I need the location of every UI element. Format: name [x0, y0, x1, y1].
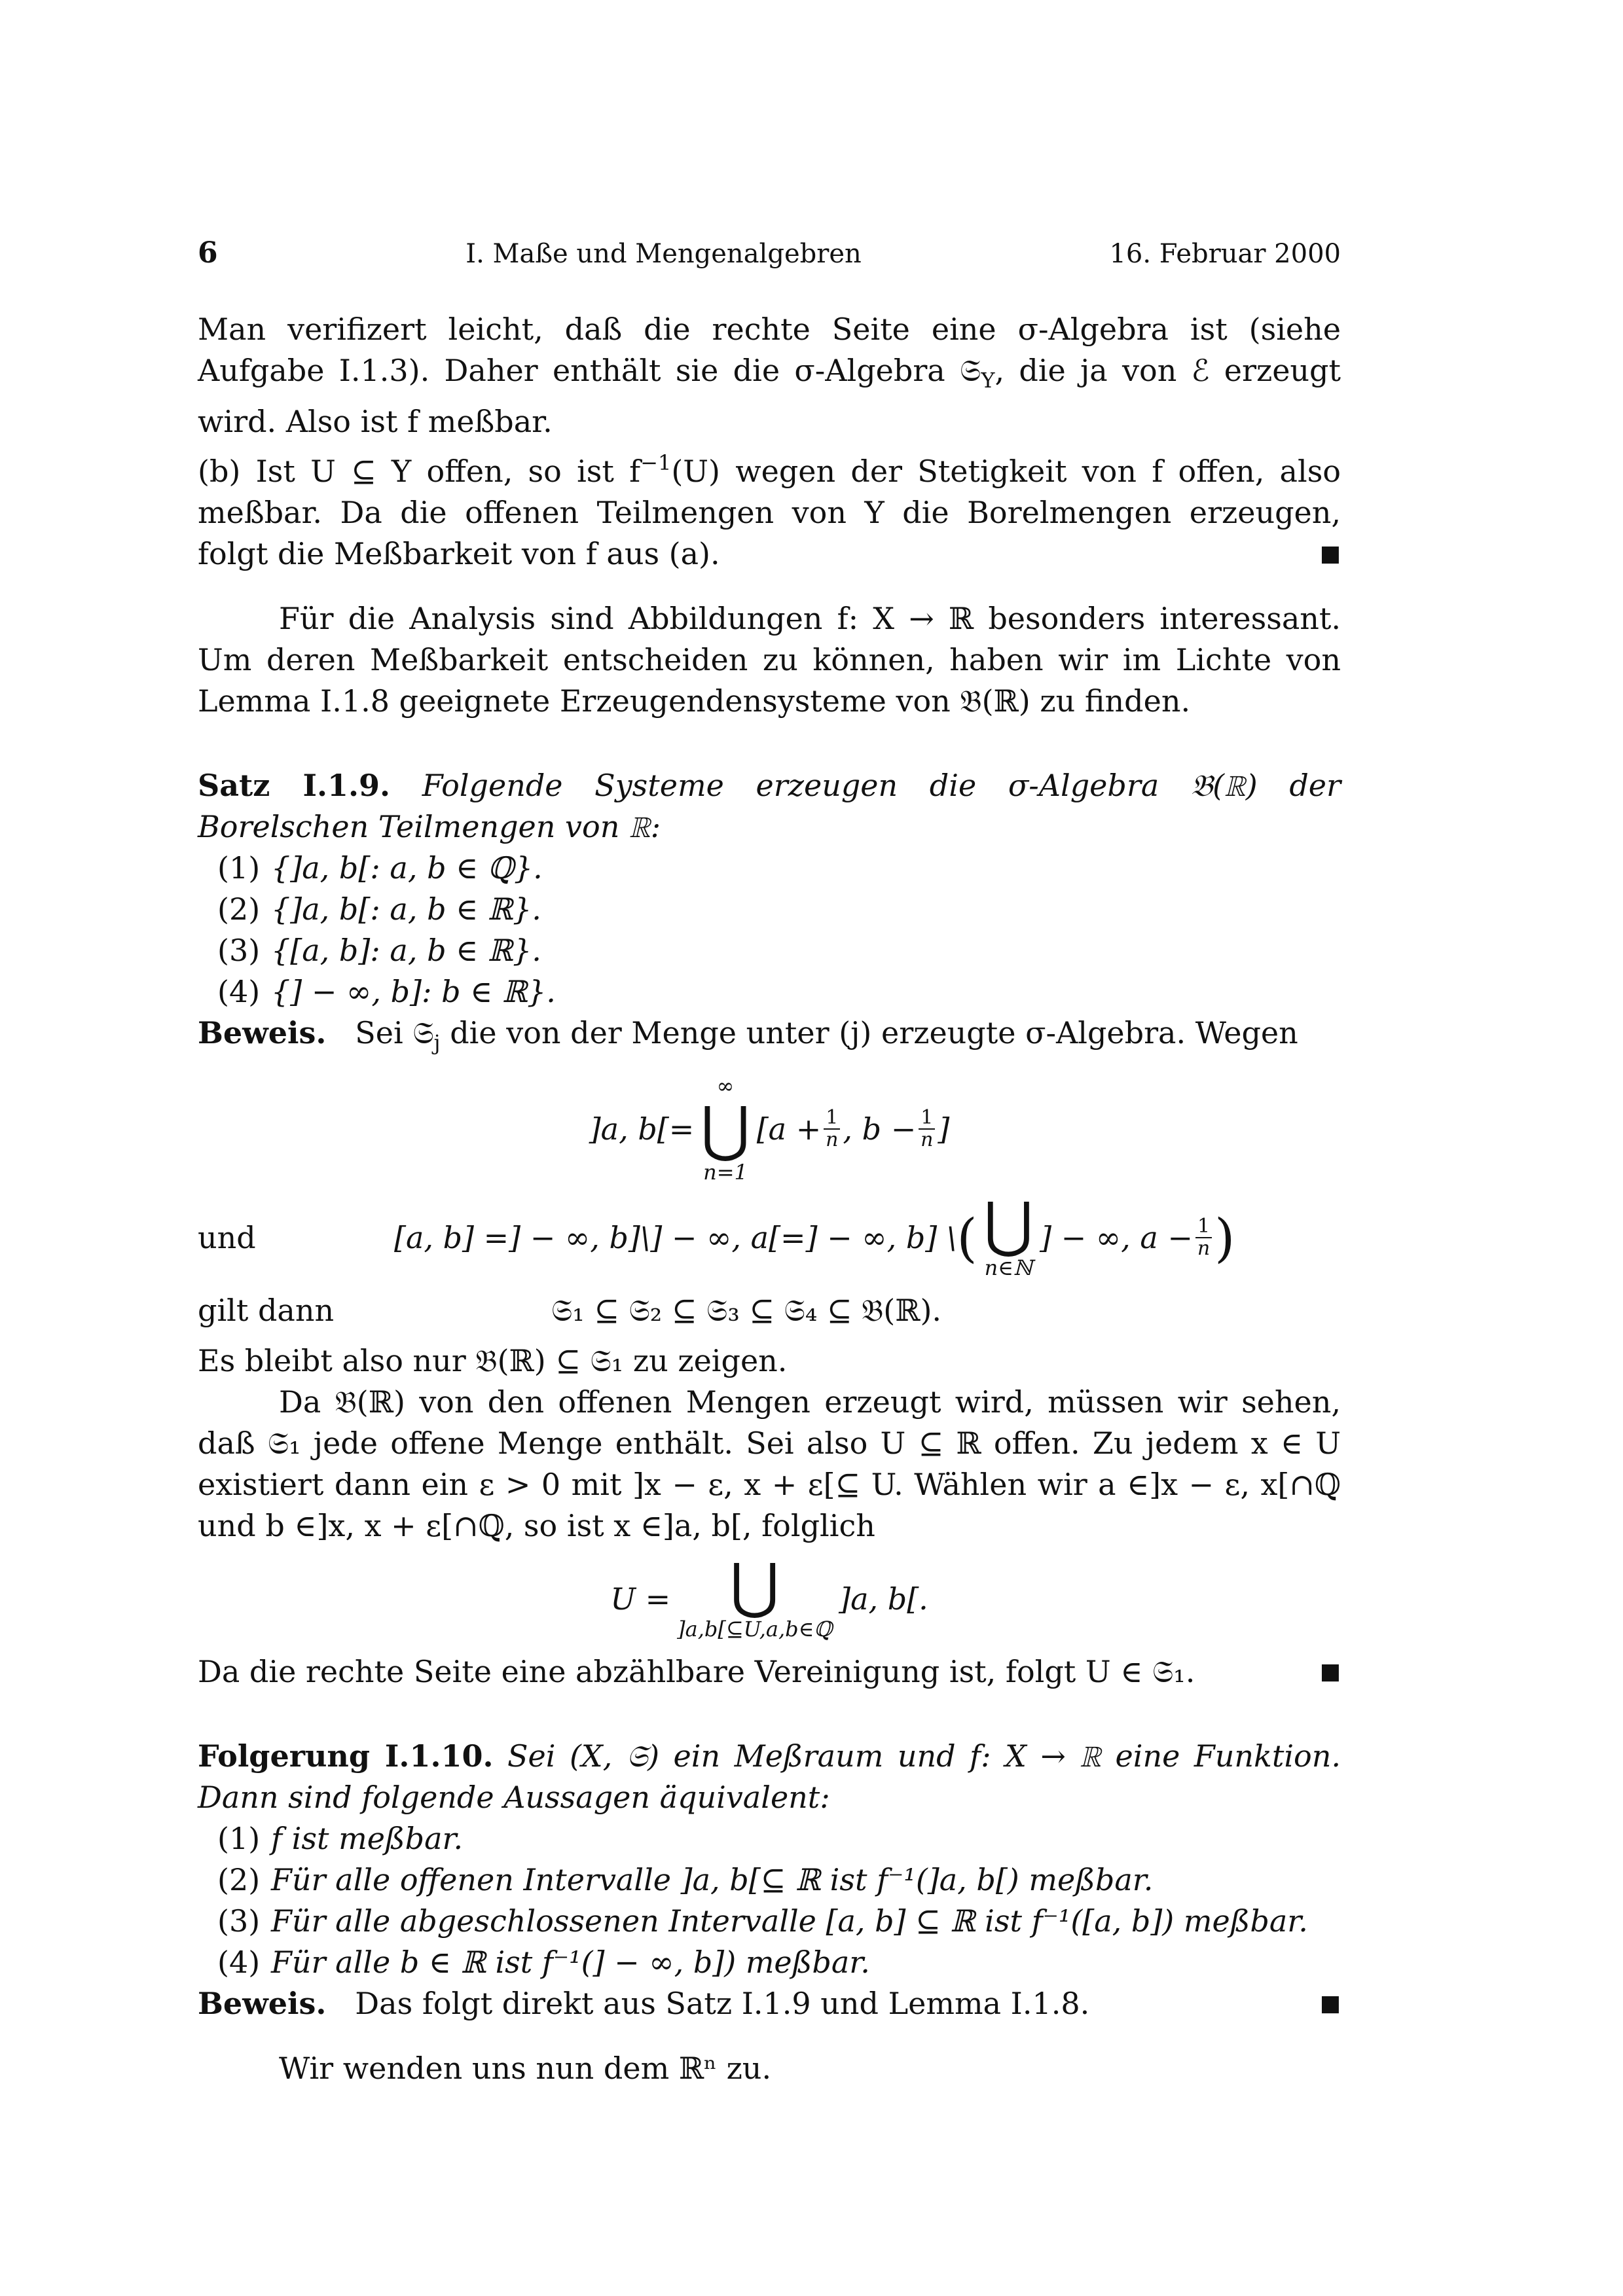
- superscript: −1: [640, 450, 672, 475]
- subscript: Y: [981, 368, 995, 393]
- fraction-numerator: 1: [919, 1107, 935, 1130]
- subscript: j: [433, 1030, 441, 1055]
- fraction-numerator: 1: [824, 1107, 840, 1130]
- equation-4: [198, 1551, 1341, 1642]
- union-lower-limit: ]a,b[⊆U,a,b∈ℚ: [677, 1617, 833, 1641]
- fraction-denominator: n: [1197, 1237, 1211, 1260]
- list-item: [198, 971, 1341, 1013]
- eq4-lhs: U =: [610, 1581, 671, 1617]
- proof-text: Das folgt direkt aus Satz I.1.9 und Lemma I.1.8.: [355, 1986, 1090, 2021]
- item-number: (4): [217, 1945, 261, 1980]
- list-item: [198, 889, 1341, 930]
- item-number: (4): [217, 974, 261, 1009]
- theorem-statement: Folgende Systeme erzeugen die σ-Algebra 𝔅(ℝ) der Borelschen Teilmengen von ℝ:: [198, 768, 1341, 844]
- item-text: f ist meßbar.: [271, 1821, 464, 1856]
- union-lower-limit: n=1: [703, 1160, 748, 1185]
- proof-label: Beweis.: [198, 1015, 327, 1050]
- proof-conclusion: [198, 1651, 1341, 1693]
- item-text: Für alle offenen Intervalle ]a, b[⊆ ℝ ist f⁻¹(]a, b[) meßbar.: [271, 1862, 1154, 1897]
- theorem-satz-1-1-9: [198, 765, 1341, 848]
- proof-1: [198, 1013, 1341, 1064]
- proof-part-b-text-end: (U) wegen der Stetigkeit von f offen, also meßbar. Da die offenen Teilmengen von Y die Borelmengen erzeugen, folgt die Meßbarkeit von f aus (a).: [198, 454, 1341, 571]
- connective-gilt-dann: gilt dann: [198, 1293, 335, 1328]
- union-symbol: ⋃: [701, 1094, 750, 1164]
- proof-part-b-text: (b) Ist U ⊆ Y offen, so ist f: [198, 454, 641, 489]
- item-text: {]a, b[: a, b ∈ ℚ}.: [271, 850, 543, 886]
- union-symbol: ⋃: [729, 1551, 780, 1621]
- list-item: [198, 1942, 1341, 1983]
- list-item: [198, 930, 1341, 971]
- connective-und: und: [198, 1219, 256, 1255]
- proof-part-a-text: Man verifizert leicht, daß die rechte Seite eine σ-Algebra ist (siehe Aufgabe I.1.3). Daher enthält sie die σ-Algebra 𝔖: [198, 312, 1341, 388]
- qed-symbol: ■: [1319, 1990, 1341, 2017]
- corollary-statement: Sei (X, 𝔖) ein Meßraum und f: X → ℝ eine Funktion. Dann sind folgende Aussagen äquivalent:: [198, 1738, 1341, 1815]
- item-number: (3): [217, 1903, 261, 1939]
- item-number: (1): [217, 1821, 261, 1856]
- union-symbol: ⋃: [983, 1189, 1034, 1259]
- item-number: (2): [217, 891, 261, 927]
- union-operator: [701, 1073, 750, 1185]
- inclusion-chain: 𝔖₁ ⊆ 𝔖₂ ⊆ 𝔖₃ ⊆ 𝔖₄ ⊆ 𝔅(ℝ).: [551, 1293, 942, 1328]
- fraction: [919, 1107, 935, 1151]
- list-item: [198, 1859, 1341, 1901]
- list-item: [198, 848, 1341, 889]
- proof-text-end: die von der Menge unter (j) erzeugte σ-Algebra. Wegen: [440, 1015, 1298, 1050]
- union-upper-limit: ∞: [716, 1073, 735, 1098]
- list-item: [198, 1901, 1341, 1942]
- equation-3: [198, 1290, 1341, 1331]
- item-number: (3): [217, 933, 261, 968]
- fraction-denominator: n: [826, 1128, 839, 1151]
- union-lower-limit: n∈ℕ: [984, 1255, 1033, 1280]
- union-operator: [677, 1551, 833, 1642]
- fraction: [824, 1107, 840, 1151]
- page-number: 6: [198, 236, 218, 270]
- proof-2: [198, 1983, 1341, 2024]
- fraction-numerator: 1: [1195, 1216, 1212, 1238]
- qed-symbol: ■: [1319, 541, 1341, 567]
- proof-text: Sei 𝔖: [355, 1015, 434, 1050]
- union-operator: [983, 1189, 1034, 1281]
- eq1-rhs: [a +: [756, 1111, 822, 1147]
- close-paren: ): [1214, 1207, 1235, 1268]
- proof-part-a-text-end: , die ja von ℰ erzeugt wird. Also ist f meßbar.: [198, 353, 1341, 439]
- running-header: [198, 232, 1341, 275]
- item-text: {[a, b]: a, b ∈ ℝ}.: [271, 933, 541, 968]
- eq2-rhs: ] − ∞, a −: [1040, 1219, 1193, 1255]
- eq4-rhs: ]a, b[.: [839, 1581, 928, 1617]
- item-text: {]a, b[: a, b ∈ ℝ}.: [271, 891, 541, 927]
- conclusion-text: Da die rechte Seite eine abzählbare Vereinigung ist, folgt U ∈ 𝔖₁.: [198, 1654, 1195, 1689]
- proof-part-a: [198, 309, 1341, 442]
- eq1-lhs: ]a, b[=: [589, 1111, 695, 1147]
- proof-part-b: [198, 442, 1341, 575]
- theorem-label: Satz I.1.9.: [198, 768, 391, 803]
- corollary-label: Folgerung I.1.10.: [198, 1738, 494, 1774]
- item-text: {] − ∞, b]: b ∈ ℝ}.: [271, 974, 556, 1009]
- chapter-title: I. Maße und Mengenalgebren: [465, 239, 862, 269]
- proof-paragraph: Da 𝔅(ℝ) von den offenen Mengen erzeugt wird, müssen wir sehen, daß 𝔖₁ jede offene Menge enthält. Sei also U ⊆ ℝ offen. Zu jedem x ∈ U existiert dann ein ε > 0 mit ]x − ε, x + ε[⊆ U. Wählen wir a ∈]x − ε, x[∩ℚ und b ∈]x, x + ε[∩ℚ, so ist x ∈]a, b[, folglich: [198, 1384, 1341, 1543]
- remaining-claim: Es bleibt also nur 𝔅(ℝ) ⊆ 𝔖₁ zu zeigen.: [198, 1343, 788, 1378]
- corollary-list: [198, 1818, 1341, 1983]
- final-sentence: Wir wenden uns nun dem ℝⁿ zu.: [279, 2051, 772, 2086]
- list-item: [198, 1818, 1341, 1859]
- page-content: [198, 232, 1341, 2089]
- proof-label: Beweis.: [198, 1986, 327, 2021]
- item-number: (2): [217, 1862, 261, 1897]
- fraction-denominator: n: [921, 1128, 934, 1151]
- theorem-list: [198, 848, 1341, 1013]
- corollary-folgerung-1-1-10: [198, 1736, 1341, 1818]
- eq2-lhs: [a, b] =] − ∞, b]\] − ∞, a[=] − ∞, b] \: [394, 1219, 957, 1255]
- eq1-rhs-end: ]: [938, 1111, 950, 1147]
- eq1-rhs-mid: , b −: [843, 1111, 917, 1147]
- header-date: 16. Februar 2000: [1109, 239, 1341, 269]
- qed-symbol: ■: [1319, 1659, 1341, 1685]
- equation-1: [198, 1073, 1341, 1185]
- item-text: Für alle b ∈ ℝ ist f⁻¹(] − ∞, b]) meßbar.: [271, 1945, 870, 1980]
- equation-2: [198, 1189, 1341, 1281]
- item-text: Für alle abgeschlossenen Intervalle [a, b] ⊆ ℝ ist f⁻¹([a, b]) meßbar.: [271, 1903, 1308, 1939]
- fraction: [1195, 1216, 1212, 1259]
- open-paren: (: [957, 1207, 977, 1268]
- intro-paragraph: Für die Analysis sind Abbildungen f: X → ℝ besonders interessant. Um deren Meßbarkeit entscheiden zu können, haben wir im Lichte von Lemma I.1.8 geeignete Erzeugendensysteme von 𝔅(ℝ) zu finden.: [198, 601, 1341, 719]
- item-number: (1): [217, 850, 261, 886]
